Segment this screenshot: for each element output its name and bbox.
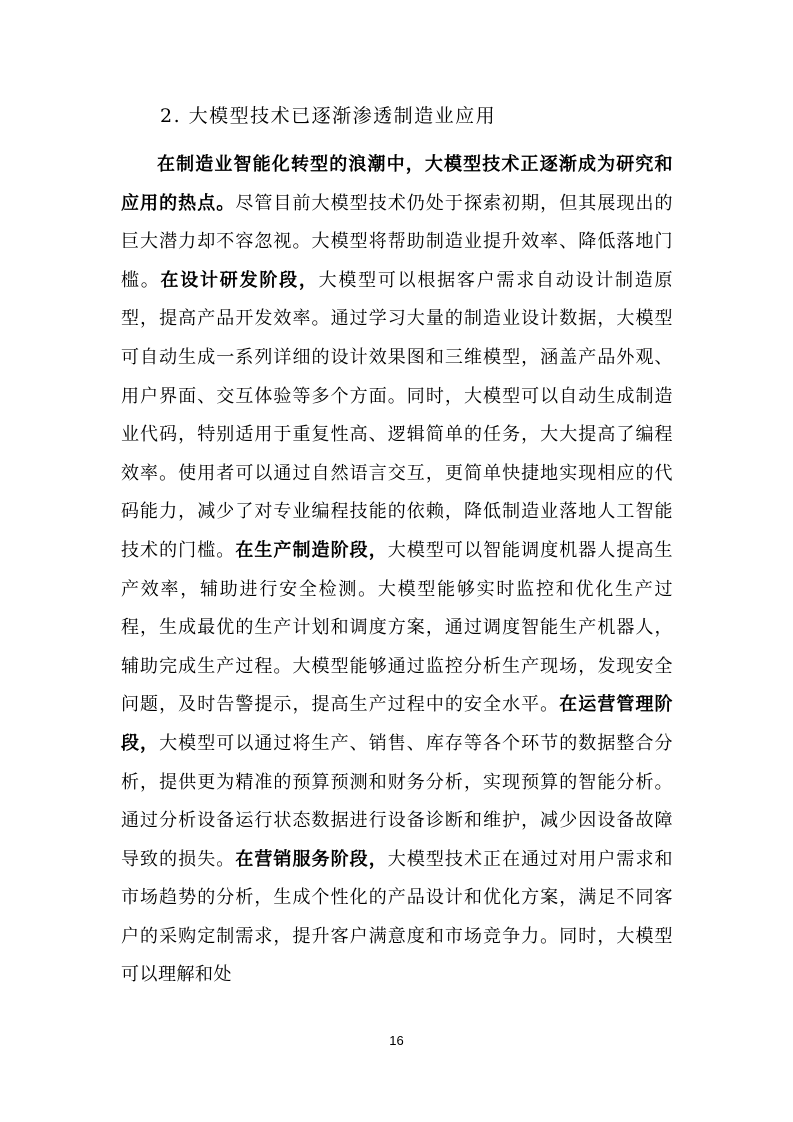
paragraph-text: 大模型可以根据客户需求自动设计制造原型，提高产品开发效率。通过学习大量的制造业设计数据，大模型可自动生成一系列详细的设计效果图和三维模型，涵盖产品外观、用户界面、交互体验等多个方面。同时，大模型可以自动生成制造业代码，特别适用于重复性高、逻辑简单的任务，大大提高了编程效率。使用者可以通过自然语言交互，更简单快捷地实现相应的代码能力，减少了对专业编程技能的依赖，降低制造业落地人工智能技术的门槛。 xyxy=(121,269,674,561)
paragraph-text: 大模型可以智能调度机器人提高生产效率，辅助进行安全检测。大模型能够实时监控和优化生产过程，生成最优的生产计划和调度方案，通过调度智能生产机器人，辅助完成生产过程。大模型能够通过监控分析生产现场，发现安全问题，及时告警提示，提高生产过程中的安全水平。 xyxy=(121,539,674,716)
lead-sentence: 在制造业智能化转型的浪潮中，大模型技术正逐渐成为研究和应用的热点。 xyxy=(121,154,673,214)
body-paragraph xyxy=(121,146,673,995)
operation-stage-label: 在运营管理阶段， xyxy=(121,694,674,754)
paragraph-text: 大模型可以通过将生产、销售、库存等各个环节的数据整合分析，提供更为精准的预算预测和财务分析，实现预算的智能分析。通过分析设备运行状态数据进行设备诊断和维护，减少因设备故障导致的损失。 xyxy=(121,732,673,870)
paragraph-text: 尽管目前大模型技术仍处于探索初期，但其展现出的巨大潜力却不容忽视。大模型将帮助制造业提升效率、降低落地门槛。 xyxy=(121,192,674,291)
page-number: 16 xyxy=(389,1033,404,1048)
design-stage-label: 在设计研发阶段， xyxy=(160,269,319,291)
paragraph-text: 大模型技术正在通过对用户需求和市场趋势的分析，生成个性化的产品设计和优化方案，满足不同客户的采购定制需求，提升客户满意度和市场竞争力。同时，大模型可以理解和处 xyxy=(121,848,674,986)
production-stage-label: 在生产制造阶段， xyxy=(235,539,388,561)
section-heading: 2. 大模型技术已逐渐渗透制造业应用 xyxy=(160,105,497,127)
service-stage-label: 在营销服务阶段， xyxy=(235,848,388,870)
